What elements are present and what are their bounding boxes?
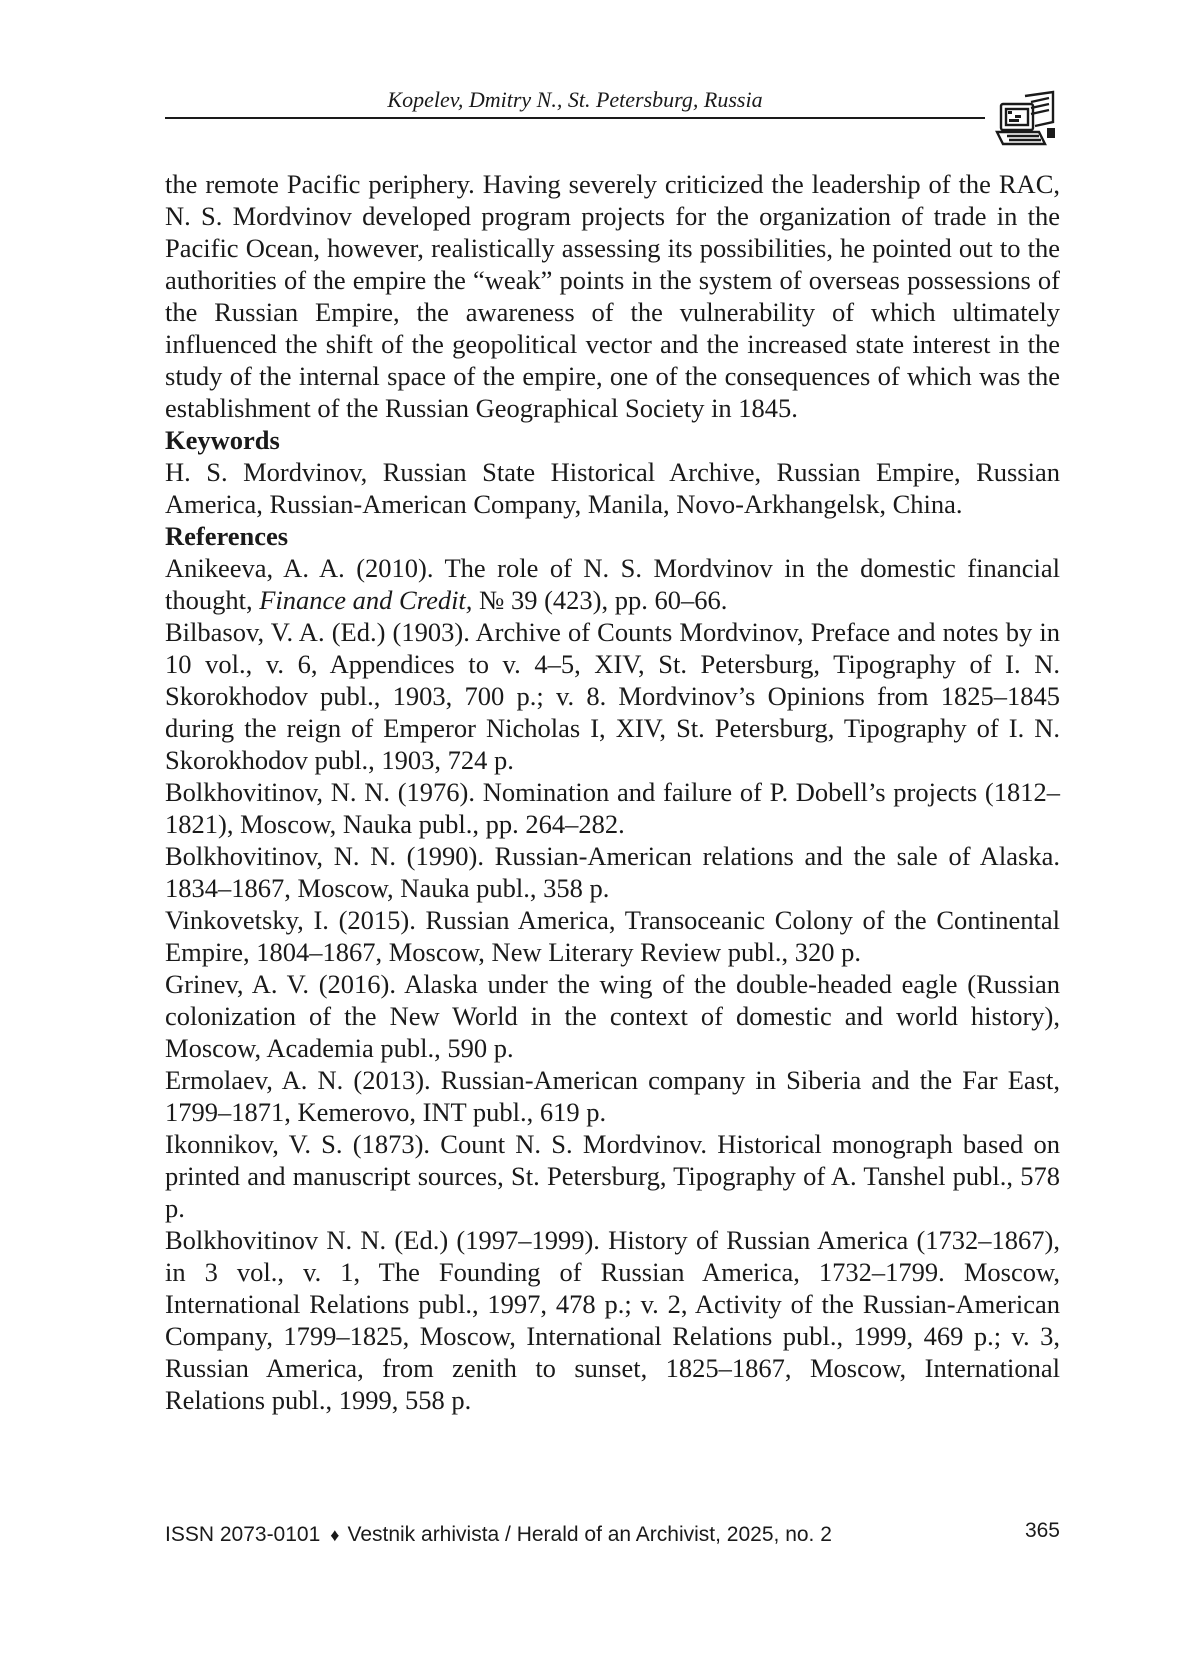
reference-item: Bolkhovitinov, N. N. (1976). Nomination and failure of P. Dobell’s projects (1812–1821), Moscow, Nauka publ., pp. 264–282. (165, 777, 1060, 839)
reference-item: Bilbasov, V. A. (Ed.) (1903). Archive of Counts Mordvinov, Preface and notes by in 10 vol., v. 6, Appendices to v. 4–5, XIV, St. Petersburg, Tipography of I. N. Skorokhodov publ., 1903, 700 p.; v. 8. Mordvinov’s Opinions from 1825–1845 during the reign of Emperor Nicholas I, XIV, St. Petersburg, Tipography of I. N. Skorokhodov publ., 1903, 724 p. (165, 617, 1060, 775)
journal-title: Finance and Credit, (259, 585, 473, 615)
reference-item: Anikeeva, A. A. (2010). The role of N. S. Mordvinov in the domestic financial thought, Finance and Credit, № 39 (423), pp. 60–66. (165, 553, 1060, 615)
issn-label: ISSN 2073-0101 (165, 1523, 321, 1546)
keywords-heading: Keywords (165, 425, 280, 455)
reference-item: Ikonnikov, V. S. (1873). Count N. S. Mordvinov. Historical monograph based on printed and manuscript sources, St. Petersburg, Tipography of A. Tanshel publ., 578 p. (165, 1129, 1060, 1223)
reference-item: Bolkhovitinov N. N. (Ed.) (1997–1999). History of Russian America (1732–1867), in 3 vol., v. 1, The Founding of Russian America, 1732–1799. Moscow, International Relations publ., 1997, 478 p.; v. 2, Activity of the Russian-American Company, 1799–1825, Moscow, International Relations publ., 1999, 469 p.; v. 3, Russian America, from zenith to sunset, 1825–1867, Moscow, International Relations publ., 1999, 558 p. (165, 1225, 1060, 1415)
references-heading: References (165, 521, 289, 551)
journal-citation: Vestnik arhivista / Herald of an Archivist, 2025, no. 2 (347, 1523, 832, 1546)
page-footer (165, 1521, 1060, 1549)
page-content (165, 168, 1060, 1416)
abstract-paragraph: the remote Pacific periphery. Having severely criticized the leadership of the RAC, N. S. Mordvinov developed program projects for the organization of trade in the Pacific Ocean, however, realistically assessing its possibilities, he pointed out to the authorities of the empire the “weak” points in the system of overseas possessions of the Russian Empire, the awareness of the vulnerability of which ultimately influenced the shift of the geopolitical vector and the increased state interest in the study of the internal space of the empire, one of the consequences of which was the establishment of the Russian Geographical Society in 1845. (165, 169, 1060, 423)
reference-item: Ermolaev, A. N. (2013). Russian-American company in Siberia and the Far East, 1799–1871, Kemerovo, INT publ., 619 p. (165, 1065, 1060, 1127)
running-header (165, 83, 985, 119)
reference-item: Grinev, A. V. (2016). Alaska under the wing of the double-headed eagle (Russian colonization of the New World in the context of domestic and world history), Moscow, Academia publ., 590 p. (165, 969, 1060, 1063)
keywords-text: H. S. Mordvinov, Russian State Historical Archive, Russian Empire, Russian America, Russian-American Company, Manila, Novo-Arkhangelsk, China. (165, 457, 1060, 519)
running-title: Kopelev, Dmitry N., St. Petersburg, Russia (387, 87, 763, 112)
reference-item: Bolkhovitinov, N. N. (1990). Russian-American relations and the sale of Alaska. 1834–1867, Moscow, Nauka publ., 358 p. (165, 841, 1060, 903)
page-number: 365 (1024, 1519, 1060, 1542)
computer-archive-icon (995, 88, 1063, 148)
diamond-separator-icon: ♦ (330, 1525, 340, 1545)
reference-item: Vinkovetsky, I. (2015). Russian America, Transoceanic Colony of the Continental Empire, 1804–1867, Moscow, New Literary Review publ., 320 p. (165, 905, 1060, 967)
